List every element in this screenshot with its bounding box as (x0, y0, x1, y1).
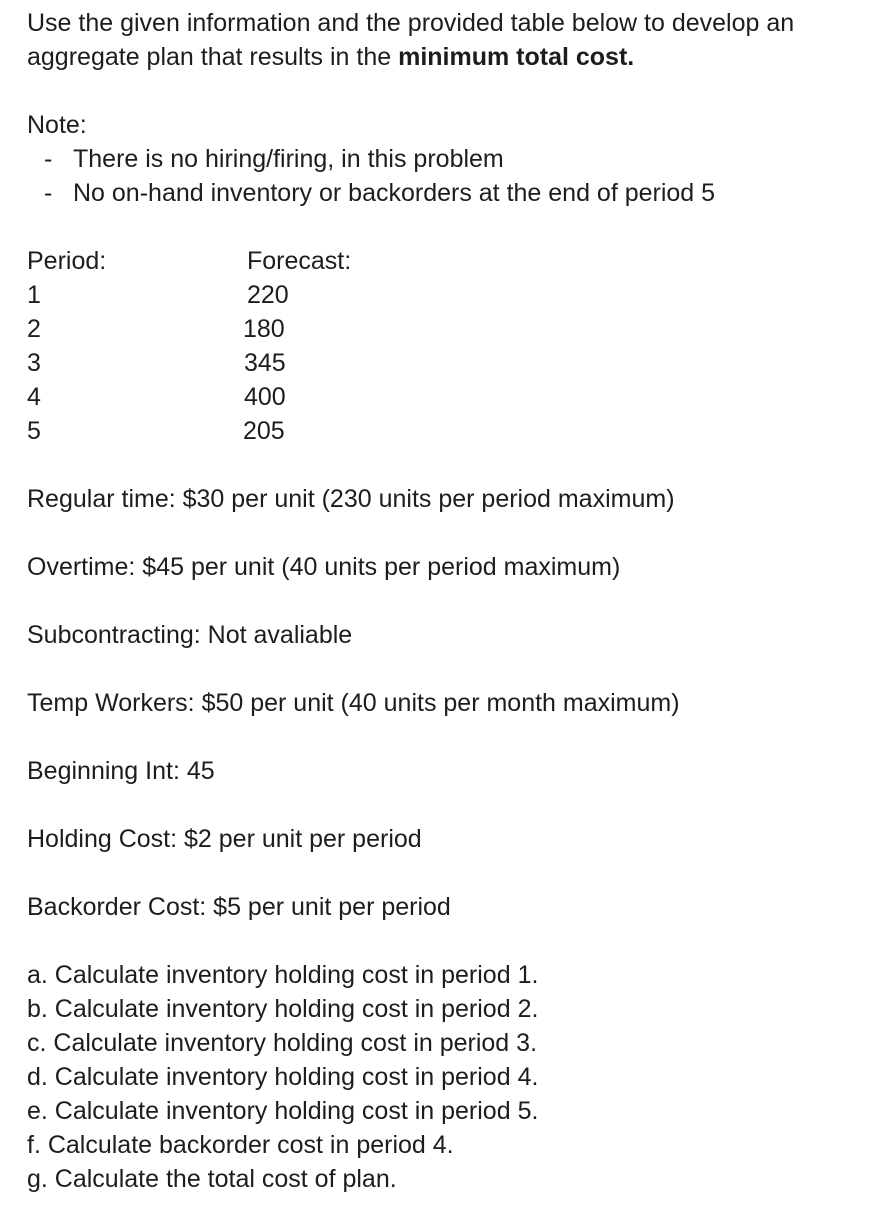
forecast-cell: 220 (247, 281, 289, 309)
bullet-dash-2: - (44, 179, 53, 207)
period-cell: 2 (27, 315, 41, 343)
question-b: b. Calculate inventory holding cost in period 2. (27, 995, 539, 1023)
forecast-cell: 345 (244, 349, 286, 377)
question-e: e. Calculate inventory holding cost in period 5. (27, 1097, 539, 1125)
regular-time: Regular time: $30 per unit (230 units per period maximum) (27, 485, 675, 513)
period-header: Period: (27, 247, 107, 275)
note-bullet-2: No on-hand inventory or backorders at the end of period 5 (73, 179, 716, 207)
holding-cost: Holding Cost: $2 per unit per period (27, 825, 422, 853)
period-cell: 1 (27, 281, 41, 309)
forecast-cell: 180 (243, 315, 285, 343)
note-bullet-1: There is no hiring/firing, in this problem (73, 145, 504, 173)
intro-line-1: Use the given information and the provided table below to develop an (27, 9, 795, 37)
question-g: g. Calculate the total cost of plan. (27, 1165, 397, 1193)
question-a: a. Calculate inventory holding cost in period 1. (27, 961, 539, 989)
beginning-inventory: Beginning Int: 45 (27, 757, 215, 785)
note-label: Note: (27, 111, 87, 139)
question-f: f. Calculate backorder cost in period 4. (27, 1131, 454, 1159)
period-cell: 5 (27, 417, 41, 445)
question-c: c. Calculate inventory holding cost in period 3. (27, 1029, 538, 1057)
forecast-cell: 400 (244, 383, 286, 411)
overtime: Overtime: $45 per unit (40 units per period maximum) (27, 553, 621, 581)
period-cell: 4 (27, 383, 41, 411)
temp-workers: Temp Workers: $50 per unit (40 units per month maximum) (27, 689, 680, 717)
forecast-header: Forecast: (247, 247, 352, 275)
period-cell: 3 (27, 349, 41, 377)
intro-line-2-text: aggregate plan that results in the (27, 43, 399, 71)
intro-line-2 (27, 40, 634, 74)
bullet-dash-1: - (44, 145, 53, 173)
subcontracting: Subcontracting: Not avaliable (27, 621, 353, 649)
backorder-cost: Backorder Cost: $5 per unit per period (27, 893, 451, 921)
forecast-cell: 205 (243, 417, 285, 445)
intro-emphasis: minimum total cost. (398, 43, 635, 71)
question-d: d. Calculate inventory holding cost in period 4. (27, 1063, 539, 1091)
